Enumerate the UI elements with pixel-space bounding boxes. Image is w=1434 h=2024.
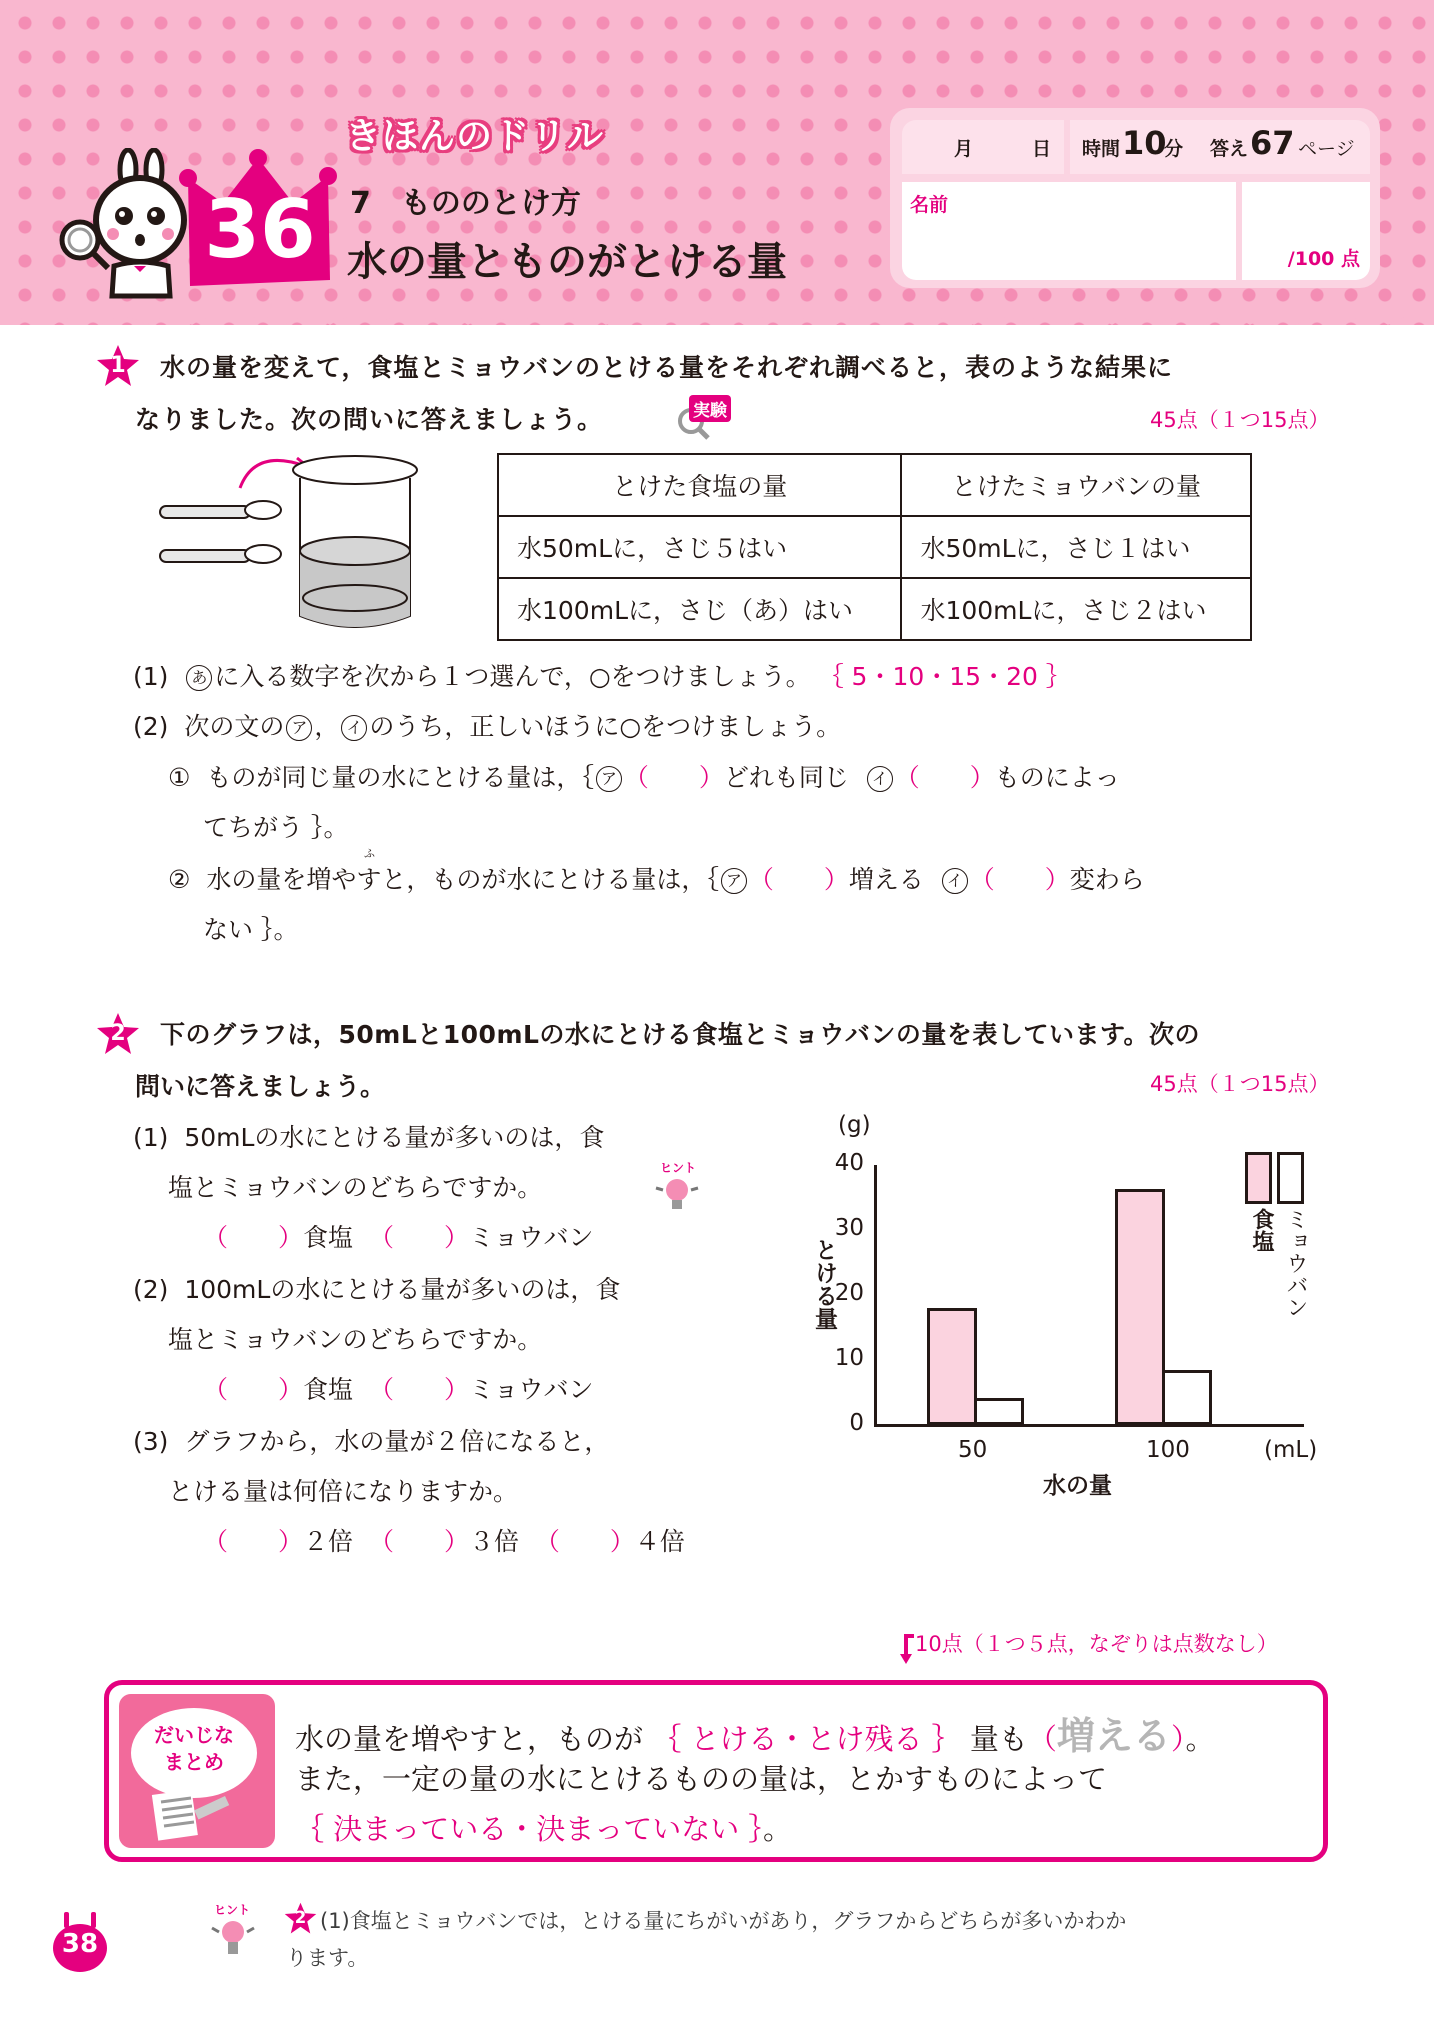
summary-tag-label: だいじな まとめ xyxy=(154,1723,234,1774)
experiment-badge: 実験 xyxy=(675,395,745,440)
q2-prompt-line1: 下のグラフは，50mLと100mLの水にとける食塩とミョウバンの量を表しています。次の xyxy=(160,1020,1200,1049)
day-label: 日 xyxy=(1032,138,1052,160)
x-tick: 100 xyxy=(1146,1437,1190,1463)
legend-swatch-alum xyxy=(1277,1152,1304,1204)
marker-a: あ xyxy=(186,665,212,691)
q1-prompt-line1: 水の量を変えて，食塩とミョウバンのとける量をそれぞれ調べると，表のような結果に xyxy=(160,353,1174,382)
y-tick: 40 xyxy=(834,1150,864,1176)
summary-choice-2[interactable]: ｛ 決まっている・決まっていない ｝ xyxy=(295,1812,763,1846)
answer-paren[interactable]: （ ） xyxy=(368,1527,469,1556)
svg-text:ヒント: ヒント xyxy=(660,1161,697,1175)
answer-paren[interactable]: （ ） xyxy=(748,865,849,894)
y-unit: (g) xyxy=(838,1112,871,1138)
name-field[interactable] xyxy=(902,182,1236,280)
summary-line-3: ｛ 決まっている・決まっていない ｝。 xyxy=(295,1812,792,1846)
footer-hint-line2: ります。 xyxy=(286,1946,369,1970)
hint-lightbulb-icon xyxy=(652,1158,702,1218)
bar-salt-100 xyxy=(1115,1189,1165,1425)
q2-sub2-options: （ ）食塩 （ ）ミョウバン xyxy=(203,1375,594,1404)
q1-sub1-choices[interactable]: ｛ 5・10・15・20 ｝ xyxy=(818,662,1071,691)
q1-sub2-item1: ① ものが同じ量の水にとける量は，｛ ア （ ）どれも同じ イ （ ）ものによっ xyxy=(168,763,1120,792)
summary-choice-1[interactable]: ｛ とける・とけ残る ｝ xyxy=(652,1722,961,1756)
unit-title: 7 もののとけ方 xyxy=(350,186,581,221)
q2-sub3-options: （ ）２倍 （ ）３倍 （ ）４倍 xyxy=(203,1527,685,1556)
table-row xyxy=(498,578,1251,640)
table-cell: 水100mLに，さじ（あ）はい xyxy=(498,578,901,640)
y-tick: 0 xyxy=(849,1410,864,1436)
page-number-badge: 38 xyxy=(52,1912,108,1972)
legend-label-alum: ミョウバン xyxy=(1283,1208,1308,1318)
x-unit: (mL) xyxy=(1264,1437,1318,1463)
answer-unit: ページ xyxy=(1298,138,1355,160)
table-cell: 水50mLに，さじ５はい xyxy=(498,516,901,578)
trace-answer[interactable]: 増える xyxy=(1056,1714,1171,1758)
q1-points: 45点（１つ15点） xyxy=(1150,408,1330,432)
summary-score-note: 10点（１つ５点，なぞりは点数なし） xyxy=(915,1632,1278,1656)
summary-box xyxy=(104,1680,1328,1862)
bar-alum-100 xyxy=(1162,1370,1212,1425)
answer-paren[interactable]: （ ） xyxy=(969,865,1070,894)
results-table xyxy=(497,453,1252,641)
q1-prompt-line2: なりました。次の問いに答えましょう。 xyxy=(135,405,604,434)
q2-sub3-line2: とける量は何倍になりますか。 xyxy=(168,1477,519,1506)
month-label: 月 xyxy=(954,138,974,160)
legend-swatch-salt xyxy=(1245,1152,1272,1204)
q1-sub2: (2) 次の文の ア ， イ のうち，正しいほうに○をつけましょう。 xyxy=(133,712,842,741)
question-2-badge: 2 xyxy=(96,1012,140,1056)
page-header xyxy=(0,0,1434,325)
question-1-badge: 1 xyxy=(96,344,140,388)
q2-sub1-options: （ ）食塩 （ ）ミョウバン xyxy=(203,1223,594,1252)
marker-a-kata: ア xyxy=(286,715,312,741)
q2-sub2-line2: 塩とミョウバンのどちらですか。 xyxy=(168,1325,543,1354)
answer-paren[interactable]: （ ） xyxy=(894,763,995,792)
answer-paren[interactable]: （ ） xyxy=(203,1375,304,1404)
x-axis-label: 水の量 xyxy=(1043,1473,1112,1499)
name-label: 名前 xyxy=(910,194,949,216)
header-wave-edge xyxy=(0,305,1434,335)
solubility-bar-chart xyxy=(790,1100,1340,1500)
q2-sub1-line1: (1) 50mLの水にとける量が多いのは，食 xyxy=(133,1123,605,1152)
bar-alum-50 xyxy=(974,1398,1024,1425)
table-header-alum: とけたミョウバンの量 xyxy=(901,454,1251,516)
table-header-row xyxy=(498,454,1251,516)
q2-sub3-line1: (3) グラフから，水の量が２倍になると， xyxy=(133,1427,610,1456)
lesson-number: 36 xyxy=(204,183,316,276)
summary-line-2: また，一定の量の水にとけるものの量は，とかすものによって xyxy=(295,1762,1108,1796)
mascot-rabbit-icon xyxy=(58,148,198,308)
table-cell: 水50mLに，さじ１はい xyxy=(901,516,1251,578)
date-field[interactable] xyxy=(902,120,1064,174)
y-axis xyxy=(874,1165,877,1427)
answer-paren[interactable]: （ ） xyxy=(203,1527,304,1556)
y-tick: 10 xyxy=(834,1345,864,1371)
x-tick: 50 xyxy=(958,1437,988,1463)
q1-sub2-item1-cont: てちがう ｝。 xyxy=(203,813,349,842)
ruby-fu: ふ xyxy=(364,847,375,860)
svg-text:ヒント: ヒント xyxy=(214,1903,251,1917)
x-axis xyxy=(874,1424,1304,1427)
y-axis-label: とける量 xyxy=(811,1238,837,1330)
time-answer-info xyxy=(1070,120,1370,174)
q1-sub1: (1) あ に入る数字を次から１つ選んで，○をつけましょう。 ｛ 5・10・15・20 ｝ xyxy=(133,662,1071,691)
beaker-spoons-illustration xyxy=(155,448,475,628)
notebook-pencil-icon xyxy=(149,1786,239,1842)
table-cell: 水100mLに，さじ２はい xyxy=(901,578,1251,640)
lesson-title: 水の量とものがとける量 xyxy=(347,239,787,285)
table-row xyxy=(498,516,1251,578)
time-label: 時間 xyxy=(1082,138,1121,160)
info-box xyxy=(890,108,1380,288)
y-tick: 30 xyxy=(834,1215,864,1241)
footer-hint-line1: (1)食塩とミョウバンでは，とける量にちがいがあり，グラフからどちらが多いかわか xyxy=(320,1909,1127,1933)
summary-tag xyxy=(119,1694,275,1848)
q2-prompt-line2: 問いに答えましょう。 xyxy=(135,1072,386,1101)
answer-paren[interactable]: （ ） xyxy=(368,1375,469,1404)
answer-label: 答え xyxy=(1210,138,1249,160)
series-logo: きほんのドリル xyxy=(345,116,605,157)
bar-salt-50 xyxy=(927,1308,977,1425)
table-header-salt: とけた食塩の量 xyxy=(498,454,901,516)
q1-sub2-item2-cont: ない ｝。 xyxy=(203,915,299,944)
summary-line-1: 水の量を増やすと，ものが ｛ とける・とけ残る ｝ 量も（増える）。 xyxy=(295,1714,1215,1758)
answer-paren[interactable]: （ ） xyxy=(534,1527,635,1556)
hint-lightbulb-icon xyxy=(208,1900,258,1960)
arrow-down-icon xyxy=(898,1632,916,1666)
y-tick: 20 xyxy=(834,1280,864,1306)
legend-label-salt: 食塩 xyxy=(1249,1208,1274,1252)
answer-paren[interactable]: （ ） xyxy=(623,763,724,792)
hint-question-badge: 2 xyxy=(284,1902,317,1935)
answer-paren[interactable]: （ ） xyxy=(203,1223,304,1252)
answer-page: 67 xyxy=(1250,124,1295,162)
q2-points: 45点（１つ15点） xyxy=(1150,1072,1330,1096)
answer-paren[interactable]: （ ） xyxy=(368,1223,469,1252)
score-field[interactable] xyxy=(1242,182,1370,280)
marker-i-kata: イ xyxy=(341,715,367,741)
q2-sub1-line2: 塩とミョウバンのどちらですか。 xyxy=(168,1173,543,1202)
score-label: /100 点 xyxy=(1287,248,1360,270)
time-unit: 分 xyxy=(1164,138,1184,160)
q2-sub2-line1: (2) 100mLの水にとける量が多いのは，食 xyxy=(133,1275,621,1304)
q1-sub2-item2: ② 水の量を増やすと，ものが水にとける量は，｛ ア （ ）増える イ （ ）変わら xyxy=(168,865,1145,894)
time-value: 10 xyxy=(1122,124,1167,162)
